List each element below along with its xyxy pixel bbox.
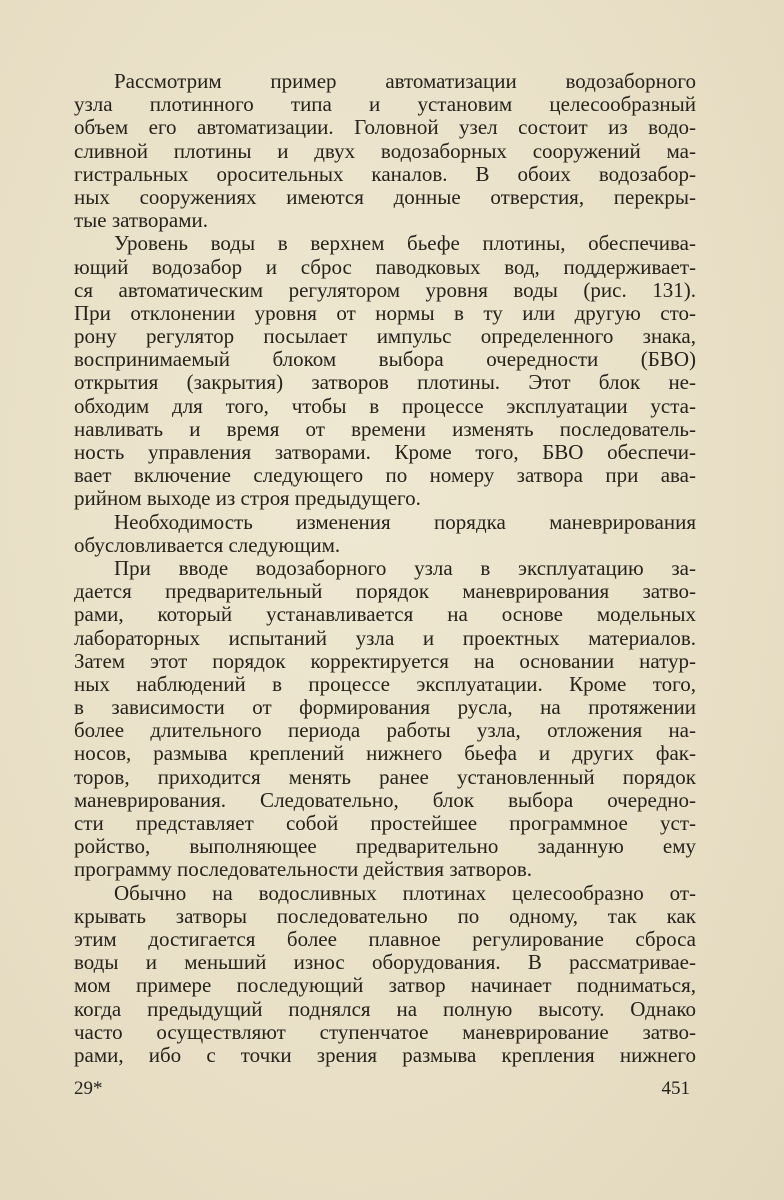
text-line: Затем этот порядок корректируется на основании натур- [74,648,696,673]
text-line: сти представляет собой простейшее программное уст- [74,811,696,835]
text-line: Рассмотрим пример автоматизации водозаборного [114,69,696,93]
body-text [74,70,696,1067]
text-line: Уровень воды в верхнем бьефе плотины, обеспечива- [114,231,696,256]
text-line: гистральных оросительных каналов. В обоих водозабор- [74,161,696,186]
text-line: Необходимость изменения порядка маневрирования [114,509,696,534]
text-line: более длительного периода работы узла, отложения на- [74,718,696,743]
text-line: вает включение следующего по номеру затвора при ава- [74,463,696,488]
text-line: ся автоматическим регулятором уровня воды (рис. 131). [74,277,696,302]
text-line: часто осуществляют ступенчатое маневрирование затво- [74,1019,696,1044]
text-line: сливной плотины и двух водозаборных сооружений ма- [74,138,696,163]
text-line: ройство, выполняющее предварительно заданную ему [74,834,696,859]
text-line: рами, ибо с точки зрения размыва крепления нижнего [74,1042,696,1067]
text-line: обходим для того, чтобы в процессе эксплуатации уста- [74,393,696,418]
text-line: При отклонении уровня от нормы в ту или другую сто- [74,300,696,325]
text-line: При вводе водозаборного узла в эксплуатацию за- [114,555,696,580]
text-line: открытия (закрытия) затворов плотины. Этот блок не- [74,370,696,395]
text-line: Обычно на водосливных плотинах целесообразно от- [114,880,696,905]
paragraph [74,232,696,510]
text-line: этим достигается более плавное регулирование сброса [74,926,696,951]
signature-mark: 29* [74,1078,103,1099]
text-line: когда предыдущий поднялся на полную высоту. Однако [74,996,696,1021]
text-line: программу последовательности действия затворов. [74,857,533,882]
text-line: рами, который устанавливается на основе модельных [74,602,696,627]
text-line: в зависимости от формирования русла, на протяжении [74,695,696,720]
text-line: объем его автоматизации. Головной узел состоит из водо- [74,115,696,140]
text-line: тые затворами. [74,208,208,233]
text-line: ность управления затворами. Кроме того, БВО обеспечи- [74,440,696,464]
text-line: воспринимаемый блоком выбора очередности (БВО) [74,347,696,372]
text-line: воды и меньший износ оборудования. В рассматривае- [74,950,696,975]
text-line: дается предварительный порядок маневрирования затво- [74,579,696,604]
paragraph [74,557,696,882]
text-line: торов, приходится менять ранее установленный порядок [74,764,696,789]
text-line: рийном выходе из строя предыдущего. [74,486,421,511]
paragraph [74,882,696,1068]
page-number: 451 [661,1078,690,1099]
text-line: носов, размыва креплений нижнего бьефа и других фак- [74,741,696,766]
text-line: лабораторных испытаний узла и проектных материалов. [74,625,696,650]
paragraph [74,511,696,557]
text-line: ющий водозабор и сброс паводковых вод, поддерживает- [74,254,696,279]
text-line: мом примере последующий затвор начинает подниматься, [74,973,696,998]
text-line: обусловливается следующим. [74,532,341,557]
text-line: узла плотинного типа и установим целесообразный [74,92,696,117]
text-line: маневрирования. Следовательно, блок выбора очередно- [74,787,696,812]
text-line: ных сооружениях имеются донные отверстия, перекры- [74,184,696,209]
text-line: крывать затворы последовательно по одному, так как [74,903,696,928]
text-line: ных наблюдений в процессе эксплуатации. Кроме того, [74,671,696,696]
paragraph [74,70,696,232]
text-line: рону регулятор посылает импульс определенного знака, [74,324,696,349]
text-line: навливать и время от времени изменять последователь- [74,416,696,441]
